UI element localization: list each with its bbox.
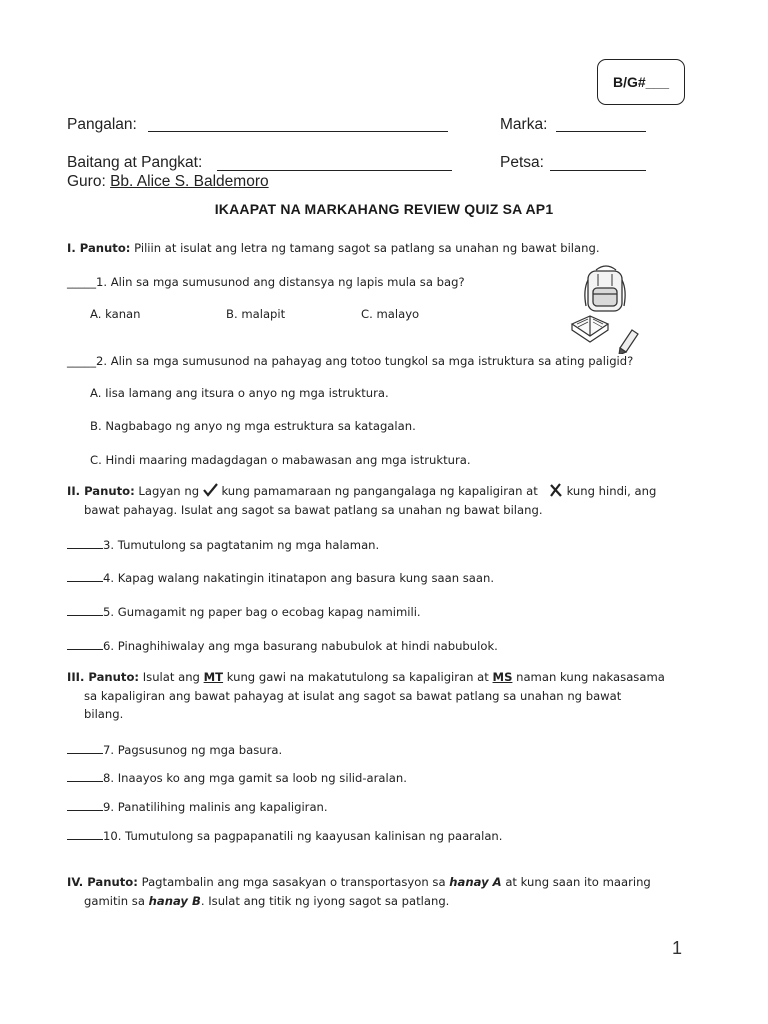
answer-blank[interactable]: _____ [67,354,96,368]
question-1 [67,274,465,290]
section4-text-4: . Isulat ang titik ng iyong sagot sa patlang. [200,893,450,908]
item-3 [67,536,379,553]
backpack-icon [585,266,625,311]
item-text: 9. Panatilihing malinis ang kapaligiran. [103,800,328,814]
section2-label: II. Panuto: [67,484,135,498]
choice-a: A. kanan [90,307,141,321]
quiz-title: IKAAPAT NA MARKAHANG REVIEW QUIZ SA AP1 [214,201,554,217]
hanay-b: hanay B [148,893,201,908]
question-text: 1. Alin sa mga sumusunod ang distansya ng lapis mula sa bag? [95,275,465,289]
item-text: 5. Gumagamit ng paper bag o ecobag kapag namimili. [103,605,421,619]
section3-instruction [67,668,685,724]
marka-blank[interactable] [556,131,646,132]
section1-label: I. Panuto: [67,241,131,255]
question-text: 2. Alin sa mga sumusunod na pahayag ang totoo tungkol sa mga istruktura sa ating paligid? [95,354,634,368]
choice-b: B. Nagbabago ng anyo ng mga estruktura sa katagalan. [90,419,416,433]
guro-label: Guro: [67,173,106,190]
mt-code: MT [203,670,224,684]
petsa-blank[interactable] [550,170,646,171]
item-5 [67,603,421,620]
item-text: 4. Kapag walang nakatingin itinatapon ang basura kung saan saan. [103,571,495,585]
hanay-a: hanay A [449,875,502,889]
backpack-book-pencil-illustration [566,262,646,354]
item-7 [67,741,282,758]
answer-blank[interactable] [67,741,103,754]
item-text: 10. Tumutulong sa pagpapanatili ng kaayusan kalinisan ng paaralan. [103,829,503,843]
guro-field [67,173,269,191]
cross-icon [549,483,563,497]
answer-blank[interactable] [67,536,103,549]
item-text: 3. Tumutulong sa pagtatanim ng mga halaman. [103,538,380,552]
section1-instruction [67,240,600,256]
bg-number-box [597,59,685,105]
baitang-blank[interactable] [217,170,452,171]
choice-a: A. Iisa lamang ang itsura o anyo ng mga istruktura. [90,386,389,400]
checkmark-icon [203,483,218,497]
book-icon [572,316,608,342]
section3-text-3: naman kung nakasasama [516,670,665,684]
answer-blank[interactable] [67,769,103,782]
ms-code: MS [492,670,513,684]
petsa-field [500,154,544,172]
bg-number-label: B/G#___ [612,74,670,90]
page-number: 1 [672,938,683,958]
section2-text-3: kung hindi, ang [566,484,657,498]
answer-blank[interactable] [67,637,103,650]
pangalan-label: Pangalan: [67,116,137,133]
choice-b: B. malapit [226,307,286,321]
baitang-field [67,154,202,172]
item-8 [67,769,407,786]
section3-text-line2: sa kapaligiran ang bawat pahayag at isulat ang sagot sa bawat patlang sa unahan ng bawat [84,688,622,703]
baitang-label: Baitang at Pangkat: [67,154,203,171]
section1-text: Piliin at isulat ang letra ng tamang sagot sa patlang sa unahan ng bawat bilang. [134,241,600,255]
pencil-icon [619,330,638,354]
section3-text-1: Isulat ang [142,670,200,684]
choice-c: C. Hindi maaring madagdagan o mabawasan ang mga istruktura. [90,453,471,467]
question-2 [67,353,633,369]
item-4 [67,569,494,586]
answer-blank[interactable] [67,798,103,811]
item-6 [67,637,498,654]
item-text: 7. Pagsusunog ng mga basura. [103,743,283,757]
guro-name: Bb. Alice S. Baldemoro [110,173,269,190]
section4-label: IV. Panuto: [67,875,138,889]
item-9 [67,798,328,815]
section2-text-1: Lagyan ng [138,484,200,498]
marka-label: Marka: [500,116,548,133]
section2-instruction [67,482,685,519]
petsa-label: Petsa: [500,154,544,171]
answer-blank[interactable] [67,603,103,616]
item-text: 8. Inaayos ko ang mga gamit sa loob ng silid-aralan. [103,771,407,785]
section4-text-2: at kung saan ito maaring [505,875,651,889]
section4-text-3: gamitin sa [84,893,145,908]
answer-blank[interactable] [67,827,103,840]
marka-field [500,116,547,134]
pangalan-field [67,116,137,134]
section2-text-2: kung pamamaraan ng pangangalaga ng kapaligiran at [221,484,538,498]
answer-blank[interactable]: _____ [67,275,96,289]
choice-c: C. malayo [361,307,420,321]
item-text: 6. Pinaghihiwalay ang mga basurang nabubulok at hindi nabubulok. [103,639,498,653]
section4-text-1: Pagtambalin ang mga sasakyan o transportasyon sa [141,875,446,889]
section3-text-2: kung gawi na makatutulong sa kapaligiran at [226,670,489,684]
section3-text-line3: bilang. [84,707,124,721]
pangalan-blank[interactable] [148,131,448,132]
item-10 [67,827,502,844]
section2-text-line2: bawat pahayag. Isulat ang sagot sa bawat patlang sa unahan ng bawat bilang. [84,502,543,517]
section3-label: III. Panuto: [67,670,140,684]
answer-blank[interactable] [67,569,103,582]
section4-instruction [67,873,685,910]
